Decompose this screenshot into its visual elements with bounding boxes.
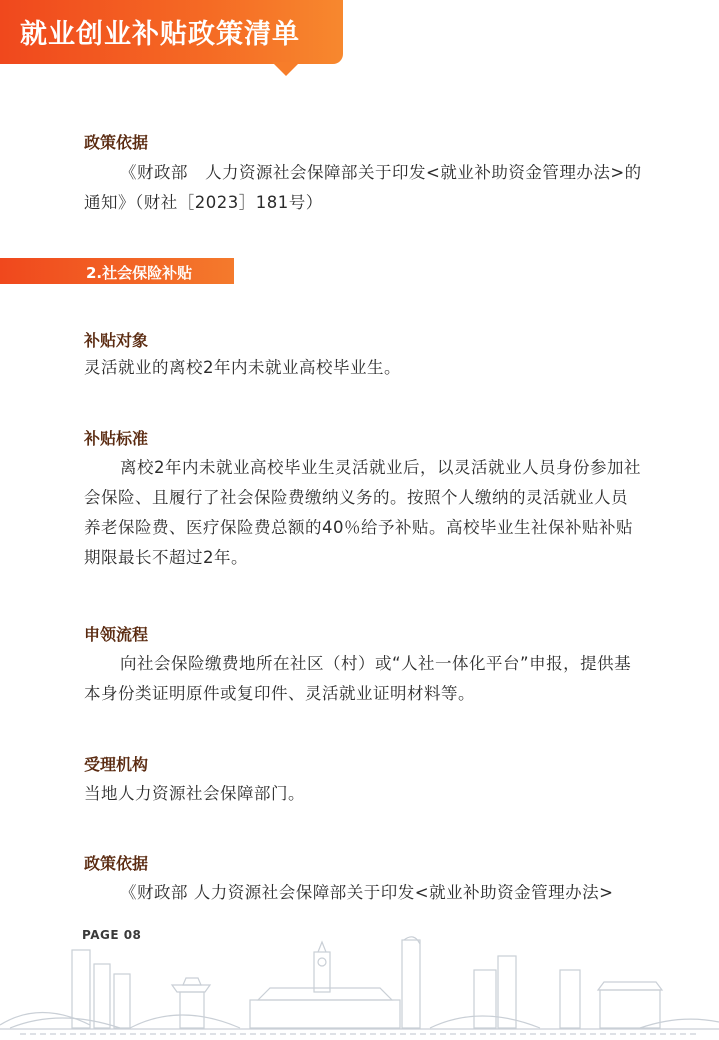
header-notch <box>272 62 300 76</box>
subsidy-standard-text: 离校2年内未就业高校毕业生灵活就业后，以灵活就业人员身份参加社会保险、且履行了社会保险费缴纳义务的。按照个人缴纳的灵活就业人员养老保险费、医疗保险费总额的40％给予补贴。高校毕业生社保补贴补贴期限最长不超过2年。 <box>84 458 641 567</box>
policy-basis-text: 《财政部 人力资源社会保障部关于印发<就业补助资金管理办法>的通知》（财社［2023］181号） <box>84 163 642 212</box>
policy-basis-text-2: 《财政部 人力资源社会保障部关于印发<就业补助资金管理办法> <box>120 883 614 902</box>
application-process-label: 申领流程 <box>84 625 149 644</box>
agency-label: 受理机构 <box>84 755 149 774</box>
section-title: 2.社会保险补贴 <box>86 264 193 282</box>
application-process-text: 向社会保险缴费地所在社区（村）或“人社一体化平台”申报，提供基本身份类证明原件或复印件、灵活就业证明材料等。 <box>84 654 632 703</box>
city-skyline-illustration <box>0 930 719 1040</box>
subsidy-target-text: 灵活就业的离校2年内未就业高校毕业生。 <box>84 358 401 377</box>
policy-basis-label: 政策依据 <box>84 133 149 152</box>
subsidy-target-label: 补贴对象 <box>84 331 149 350</box>
subsidy-standard-label: 补贴标准 <box>84 429 149 448</box>
page-title: 就业创业补贴政策清单 <box>20 19 300 50</box>
policy-basis-label-2: 政策依据 <box>84 854 149 873</box>
agency-text: 当地人力资源社会保障部门。 <box>84 784 305 803</box>
page-number: PAGE 08 <box>82 928 142 942</box>
